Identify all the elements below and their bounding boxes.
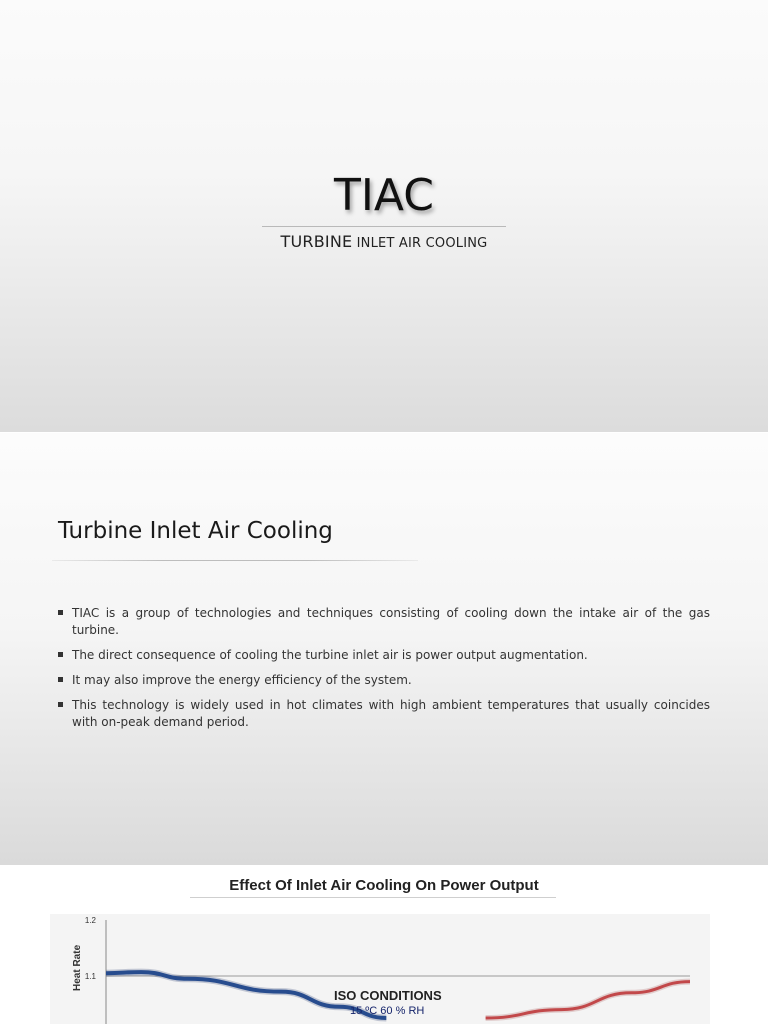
annotation-title: ISO CONDITIONS: [334, 988, 442, 1003]
bullet-text: This technology is widely used in hot climates with high ambient temperatures that usually coincides with on-peak demand period.: [72, 698, 710, 729]
bullet-text: The direct consequence of cooling the turbine inlet air is power output augmentation.: [72, 648, 588, 662]
content-slide: [0, 433, 768, 865]
bullet-item: [58, 672, 710, 689]
chart-title: Effect Of Inlet Air Cooling On Power Output: [229, 877, 539, 894]
slide-subtitle: [0, 232, 768, 251]
chart-title-divider: [190, 897, 556, 898]
bullet-text: TIAC is a group of technologies and techniques consisting of cooling down the intake air of the gas turbine.: [72, 606, 710, 637]
bullet-square-icon: [58, 702, 63, 707]
bullet-list: [58, 605, 710, 739]
bullet-square-icon: [58, 610, 63, 615]
content-slide-title: Turbine Inlet Air Cooling: [58, 518, 333, 544]
y-tick-label-1-1: 1.1: [84, 972, 96, 981]
title-slide: [0, 0, 768, 432]
chart-slide: [0, 866, 768, 1024]
y-tick-label-1-2: 1.2: [84, 916, 96, 925]
slide-title: TIAC: [334, 170, 434, 221]
subtitle-rest: INLET AIR COOLING: [352, 236, 488, 251]
bullet-item: [58, 605, 710, 639]
annotation-subtitle: 15 ºC 60 % RH: [350, 1005, 425, 1017]
bullet-square-icon: [58, 652, 63, 657]
bullet-item: [58, 647, 710, 664]
bullet-text: It may also improve the energy efficiency of the system.: [72, 673, 412, 687]
title-divider: [262, 226, 506, 227]
bullet-item: [58, 697, 710, 731]
content-title-divider: [52, 560, 418, 561]
y-axis-label: Heat Rate: [72, 944, 83, 991]
subtitle-lead: TURBINE: [280, 232, 353, 251]
bullet-square-icon: [58, 677, 63, 682]
